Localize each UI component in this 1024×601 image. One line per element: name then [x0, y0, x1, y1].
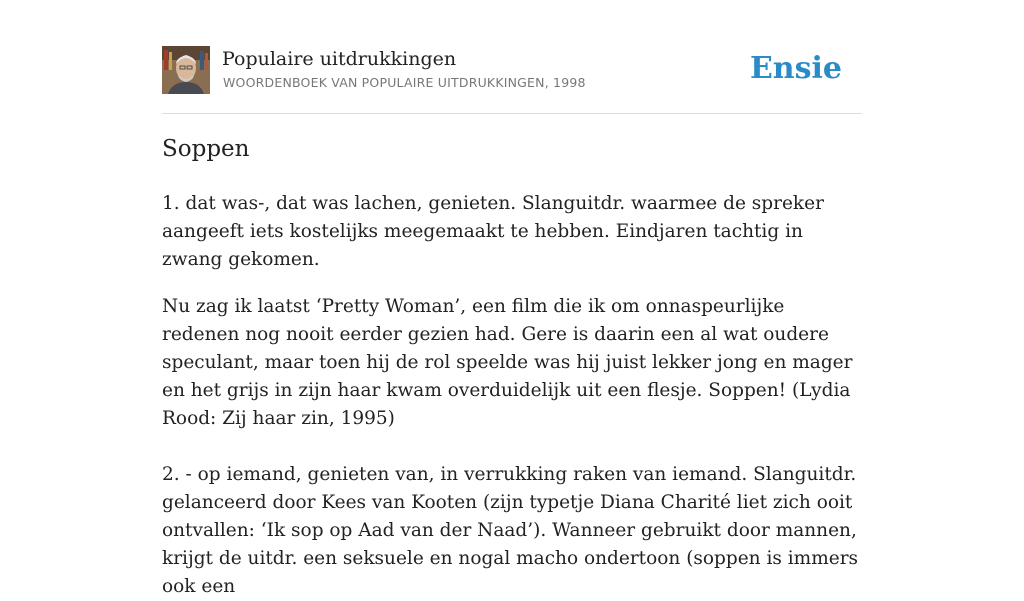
header-divider — [162, 113, 862, 114]
source-header — [162, 46, 862, 96]
example-quote-paragraph: Nu zag ik laatst ‘Pretty Woman’, een film die ik om onnaspeurlijke redenen nog nooit eerder gezien had. Gere is daarin een al wat oudere speculant, maar toen hij de rol speelde was hij juist lekker jong en mager en het grijs in zijn haar kwam overduidelijk uit een flesje. Soppen! (Lydia Rood: Zij haar zin, 1995) — [162, 296, 853, 429]
entry-title: Soppen — [162, 136, 250, 162]
definition-paragraph-2: 2. - op iemand, genieten van, in verrukking raken van iemand. Slanguitdr. gelanceerd door Kees van Kooten (zijn typetje Diana Charité liet zich ooit ontvallen: ‘Ik sop op Aad van der Naad’). Wanneer gebruikt door mannen, krijgt de uitdr. een seksuele en nogal macho ondertoon (soppen is immers ook een — [162, 464, 859, 597]
source-subtitle: WOORDENBOEK VAN POPULAIRE UITDRUKKINGEN, 1998 — [223, 75, 586, 90]
source-title[interactable]: Populaire uitdrukkingen — [222, 48, 457, 70]
brand-logo-link[interactable]: Ensie — [749, 51, 842, 86]
definition-paragraph: 1. dat was-, dat was lachen, genieten. Slanguitdr. waarmee de spreker aangeeft iets kostelijks meegemaakt te hebben. Eindjaren tachtig in zwang gekomen. — [162, 193, 824, 270]
avatar-image — [162, 46, 210, 94]
author-portrait-icon[interactable] — [162, 46, 210, 94]
entry-body — [162, 190, 862, 601]
